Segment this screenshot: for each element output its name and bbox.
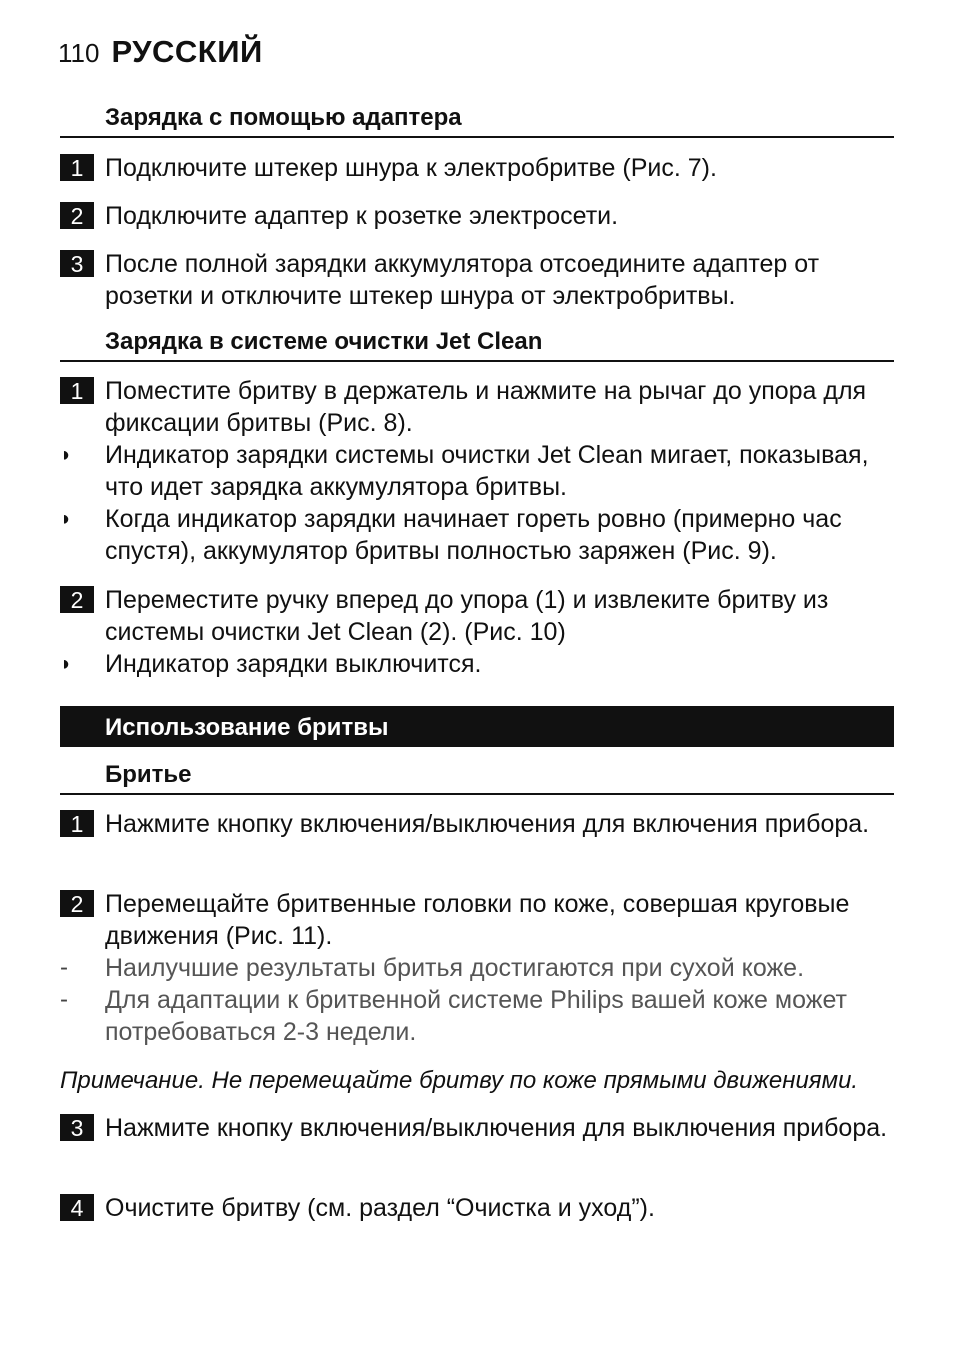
bullet-text: Индикатор зарядки выключится. [105, 650, 482, 678]
step-text: Нажмите кнопку включения/выключения для выключения прибора. [105, 1114, 888, 1142]
bullet-jetclean-1 [60, 439, 896, 503]
step-shaving-3 [60, 1112, 896, 1144]
step-jetclean-2 [60, 584, 896, 648]
heading-charging-jetclean: Зарядка в системе очистки Jet Clean [60, 327, 894, 362]
step-text: Подключите штекер шнура к электробритве (Рис. 7). [105, 154, 717, 182]
bullet-text: Индикатор зарядки системы очистки Jet Clean мигает, показывая, что идет зарядка аккумулятора бритвы. [105, 441, 869, 501]
page-number: 110 [58, 38, 100, 68]
step-number-badge: 2 [60, 890, 94, 917]
step-adapter-3 [60, 248, 896, 312]
dash-text: Для адаптации к бритвенной системе Philips вашей коже может потребоваться 2-3 недели. [105, 986, 847, 1046]
bullet-icon: ◗ [60, 653, 73, 675]
step-adapter-1 [60, 152, 896, 184]
step-text: После полной зарядки аккумулятора отсоедините адаптер от розетки и отключите штекер шнура от электробритвы. [105, 250, 820, 310]
step-shaving-2 [60, 888, 896, 952]
step-number-badge: 3 [60, 1114, 94, 1141]
bullet-icon: ◗ [60, 444, 73, 466]
step-number-badge: 1 [60, 154, 94, 181]
step-number-badge: 1 [60, 377, 94, 404]
step-number-badge: 3 [60, 250, 94, 277]
bullet-icon: ◗ [60, 508, 73, 530]
step-adapter-2 [60, 200, 896, 232]
step-number-badge: 2 [60, 202, 94, 229]
page-header [58, 34, 263, 70]
step-shaving-1 [60, 808, 896, 840]
dash-marker: - [60, 954, 68, 981]
heading-shaving: Бритье [60, 760, 894, 795]
heading-using-shaver: Использование бритвы [60, 706, 894, 747]
step-shaving-4 [60, 1192, 896, 1224]
step-number-badge: 4 [60, 1194, 94, 1221]
bullet-text: Когда индикатор зарядки начинает гореть ровно (примерно час спустя), аккумулятор бритвы полностью заряжен (Рис. 9). [105, 505, 842, 565]
step-number-badge: 1 [60, 810, 94, 837]
heading-charging-adapter: Зарядка с помощью адаптера [60, 103, 894, 138]
language-title: РУССКИЙ [111, 34, 263, 69]
step-text: Поместите бритву в держатель и нажмите на рычаг до упора для фиксации бритвы (Рис. 8). [105, 377, 867, 437]
step-text: Нажмите кнопку включения/выключения для включения прибора. [105, 810, 870, 838]
bullet-jetclean-3 [60, 648, 896, 680]
step-text: Подключите адаптер к розетке электросети. [105, 202, 619, 230]
bullet-jetclean-2 [60, 503, 896, 567]
step-text: Перемещайте бритвенные головки по коже, совершая круговые движения (Рис. 11). [105, 890, 850, 950]
step-text: Переместите ручку вперед до упора (1) и извлеките бритву из системы очистки Jet Clean (2). (Рис. 10) [105, 586, 829, 646]
note-text: Примечание. Не перемещайте бритву по коже прямыми движениями. [60, 1067, 859, 1094]
step-number-badge: 2 [60, 586, 94, 613]
dash-marker: - [60, 986, 68, 1013]
step-text: Очистите бритву (см. раздел “Очистка и уход”). [105, 1194, 655, 1222]
dash-item-1 [60, 952, 896, 984]
dash-text: Наилучшие результаты бритья достигаются при сухой коже. [105, 954, 805, 982]
step-jetclean-1 [60, 375, 896, 439]
dash-item-2 [60, 984, 896, 1048]
